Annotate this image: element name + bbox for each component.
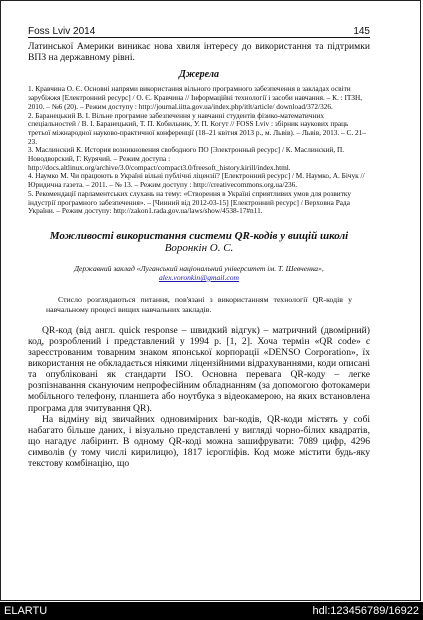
abstract: Стисло розглядаються питання, пов'язані з використанням технології QR-кодів у навчальному процесі вищих навчальних закладів. <box>46 294 352 314</box>
footer-bar <box>0 602 423 620</box>
references-list <box>28 85 370 216</box>
page-content <box>28 26 370 470</box>
footer-handle: hdl:123456789/16922 <box>312 605 419 617</box>
references-heading: Джерела <box>179 69 219 81</box>
journal-name: Foss Lviv 2014 <box>28 26 96 37</box>
reference-item: 2. Баранецький В. І. Вільне програмне забезпечення у навчанні студентів фізико-математичних спеціальностей / В. І. Баранецький, Т. П. Кобильник, У. П. Когут // FOSS Lviv : збірник наукових праць третьої міжнародної науково-практичної конференції (18–21 квітня 2013 р., м. Львів). – Львів, 2013. – С. 21–23. <box>28 110 366 146</box>
article-title: Можливості використання системи QR-кодів у вищій школі <box>49 229 349 242</box>
author-affiliation: Державний заклад «Луганський національний університет ім. Т. Шевченка», <box>74 263 324 273</box>
running-header <box>28 26 370 38</box>
reference-item: 3. Маслинский К. История возникновения свободного ПО [Электронный ресурс] / К. Маслинский, П. Новодворский, Г. Курячий. – Режим доступа : http://docs.altlinux.org/archive/3.0/compact/compact3.0/freesoft_history.kirill/index.html. <box>28 145 345 172</box>
reference-item: 4. Наумко М. Чи працюють в Україні вільні публічні ліцензії? [Електронний ресурс] / М. Наумко, А. Бічук // Юридична газета. – 2011. – № 13. – Режим доступу : http://creativecommons.org.ua/236. <box>28 171 365 190</box>
body-paragraph: На відміну від звичайних одновимірних bar-кодів, QR-коди містять у собі набагато більше даних, і візуально представлені у вигляді чорно-білих квадратів, що нагадує лабіринт. В одному QR-коді можна зашифрувати: 7089 цифр, 4296 символів (у тому числі кирилицю), 1817 ієрогліфів. Код може містити будь-яку текстову комбінацію, що <box>28 413 370 470</box>
body-paragraph: QR-код (від англ. quick response – швидкий відгук) – матричний (двомірний) код, розроблений і представлений у 1994 р. [1, 2]. Хоча термін «QR code» є зареєстрованим товарним знаком японської корпорації «DENSO Corporation», їх використання не обкладається ніякими ліцензійними відрахуваннями, коди описані та опубліковані як стандарти ISO. Основна перевага QR-коду – легке розпізнавання скануючим непрофесійним обладнанням (за допомогою фотокамери мобільного телефону, планшета або ноутбука з відеокамерою, на яких встановлена програма для зчитування QR). <box>28 324 370 414</box>
article-author: Воронкін О. С. <box>164 241 234 254</box>
author-email-link[interactable]: alex.vоronkin@gmail.com <box>158 272 240 282</box>
intro-paragraph: Латинської Америки виникає нова хвиля інтересу до використання та підтримки ВПЗ на державному рівні. <box>28 41 370 64</box>
footer-source: ELARTU <box>4 605 48 617</box>
reference-item: 1. Кравчина О. Є. Основні напрями використання вільного програмного забезпечення в закладах освіти зарубіжжя [Електронний ресурс] / О. Є. Кравчина // Інформаційні технології і засоби навчання. – К. : ІТЗН, 2010. – №6 (20). – Режим доступу : http://journal.iitta.gov.ua/index.php/itlt/article/ download/372/326. <box>28 84 363 111</box>
page-number: 145 <box>353 26 370 37</box>
reference-item: 5. Рекомендації парламентських слухань на тему: «Створення в Україні сприятливих умов для розвитку індустрії програмного забезпечення». – [Чинний від 2012-03-15] [Електронний ресурс] / Верховна Рада України. – Режим доступу: http://zakon1.rada.gov.ua/laws/show/4538-17#n11. <box>28 188 351 216</box>
